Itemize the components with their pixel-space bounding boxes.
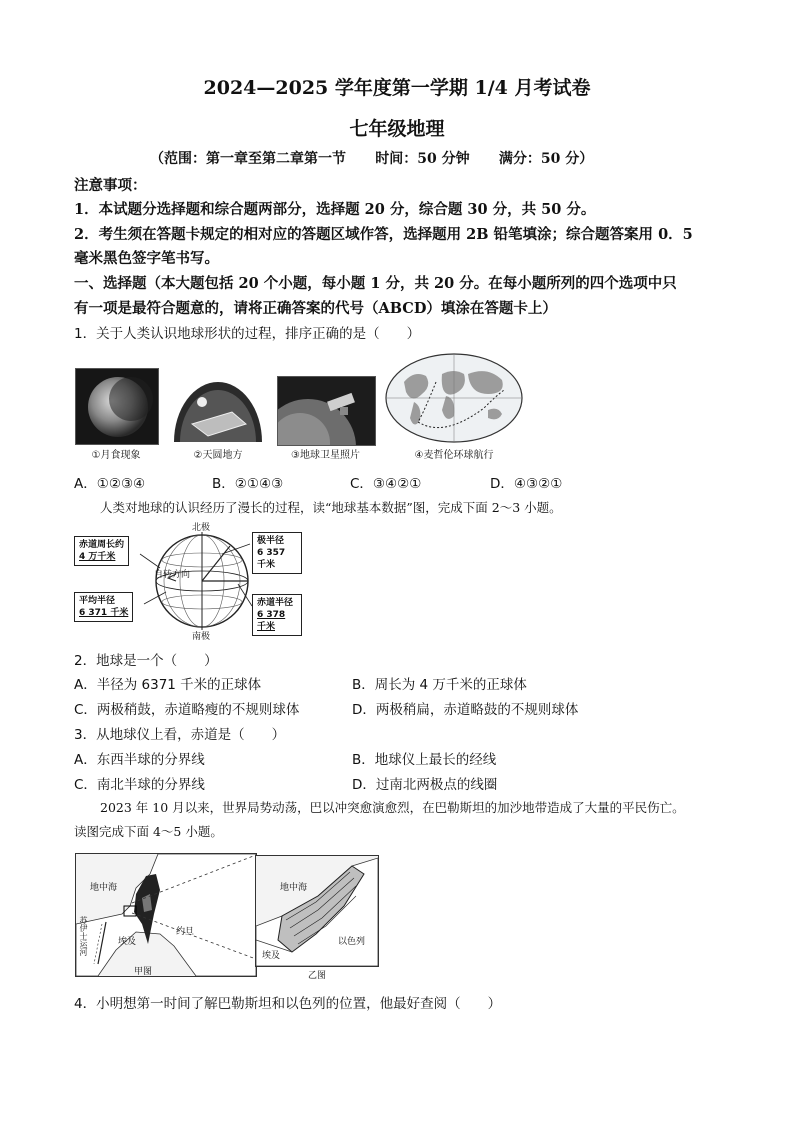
label-north-pole: 北极 [192, 523, 211, 533]
q3-option-a[interactable]: A．东西半球的分界线 [74, 752, 205, 768]
polar-radius-label: 极半径 [257, 536, 285, 546]
round-sky-square-earth-image [172, 372, 264, 444]
q2-option-c[interactable]: C．两极稍鼓，赤道略瘦的不规则球体 [74, 702, 300, 718]
box-mean-radius [74, 592, 133, 622]
q2-option-b[interactable]: B．周长为 4 万千米的正球体 [352, 677, 527, 693]
jia-label-jordan: 约旦 [176, 927, 195, 937]
jia-caption: 甲图 [134, 967, 153, 977]
intro-q2-3: 人类对地球的认识经历了漫长的过程，读“地球基本数据”图，完成下面 2～3 小题。 [100, 500, 562, 515]
lunar-eclipse-image [75, 368, 159, 445]
circumference-value: 4 万千米 [79, 552, 116, 562]
q3-option-c[interactable]: C．南北半球的分界线 [74, 777, 205, 793]
exam-scope: （范围：第一章至第二章第一节 时间：50 分钟 满分：50 分） [150, 151, 594, 167]
satellite-photo-image [277, 376, 376, 446]
yi-label-egypt: 埃及 [262, 951, 281, 961]
notes-heading: 注意事项： [74, 177, 147, 194]
q4-stem: 4．小明想第一时间了解巴勒斯坦和以色列的位置，他最好查阅（ ） [74, 996, 502, 1012]
intro-q4-5-line1: 2023 年 10 月以来，世界局势动荡，巴以冲突愈演愈烈，在巴勒斯坦的加沙地带造成了大量的平民伤亡。 [100, 800, 685, 815]
label-rotation: 自转方向 [154, 570, 191, 580]
caption-satellite: ③地球卫星照片 [291, 450, 360, 461]
mean-radius-value: 6 371 千米 [79, 608, 129, 618]
q1-stem: 1．关于人类认识地球形状的过程，排序正确的是（ ） [74, 326, 421, 342]
q1-option-b[interactable]: B．②①④③ [212, 476, 284, 492]
q2-option-a[interactable]: A．半径为 6371 千米的正球体 [74, 677, 262, 693]
q1-option-d[interactable]: D．④③②① [490, 476, 563, 492]
q1-option-a[interactable]: A．①②③④ [74, 476, 146, 492]
q1-option-c[interactable]: C．③④②① [350, 476, 422, 492]
note-2: 2．考生须在答题卡规定的相对应的答题区域作答，选择题用 2B 铅笔填涂；综合题答案用 0．5 [74, 226, 693, 243]
earth-data-diagram [72, 520, 302, 642]
q2-option-d[interactable]: D．两极稍扁，赤道略鼓的不规则球体 [352, 702, 579, 718]
mean-radius-label: 平均半径 [79, 596, 116, 606]
note-2-cont: 毫米黑色签字笔书写。 [74, 250, 219, 267]
section1-line2: 有一项是最符合题意的，请将正确答案的代号（ABCD）填涂在答题卡上） [74, 300, 557, 317]
intro-q4-5-line2: 读图完成下面 4～5 小题。 [74, 824, 223, 839]
q3-stem: 3．从地球仪上看，赤道是（ ） [74, 727, 286, 743]
equatorial-radius-value: 6 378 千米 [257, 610, 286, 632]
magellan-voyage-map [384, 352, 524, 444]
exam-title: 2024—2025 学年度第一学期 1/4 月考试卷 [203, 77, 591, 99]
yi-caption: 乙图 [308, 971, 327, 981]
yi-label-israel: 以色列 [338, 937, 366, 947]
circumference-label: 赤道周长约 [79, 540, 125, 550]
q2-stem: 2．地球是一个（ ） [74, 653, 218, 669]
jia-label-suez-canal: 苏伊士运河 [79, 916, 88, 956]
box-equatorial-radius [252, 594, 302, 636]
jia-label-egypt: 埃及 [118, 937, 137, 947]
yi-label-mediterranean: 地中海 [280, 883, 308, 893]
q3-option-b[interactable]: B．地球仪上最长的经线 [352, 752, 497, 768]
map-yi [255, 855, 379, 967]
caption-magellan: ④麦哲伦环球航行 [414, 450, 494, 461]
q3-option-d[interactable]: D．过南北两极点的线圈 [352, 777, 498, 793]
caption-lunar-eclipse: ①月食现象 [91, 450, 141, 461]
equatorial-radius-label: 赤道半径 [257, 598, 294, 608]
jia-label-mediterranean: 地中海 [90, 883, 118, 893]
caption-round-sky: ②天圆地方 [193, 450, 243, 461]
polar-radius-value: 6 357 千米 [257, 548, 286, 570]
box-circumference [74, 536, 129, 566]
map-connector-lines [120, 853, 260, 963]
section1-line1: 一、选择题（本大题包括 20 个小题，每小题 1 分，共 20 分。在每小题所列的四个选项中只 [74, 275, 677, 292]
label-south-pole: 南极 [192, 632, 211, 642]
exam-subject: 七年级地理 [349, 118, 445, 140]
note-1: 1．本试题分选择题和综合题两部分，选择题 20 分，综合题 30 分，共 50 分。 [74, 201, 596, 218]
box-polar-radius [252, 532, 302, 574]
